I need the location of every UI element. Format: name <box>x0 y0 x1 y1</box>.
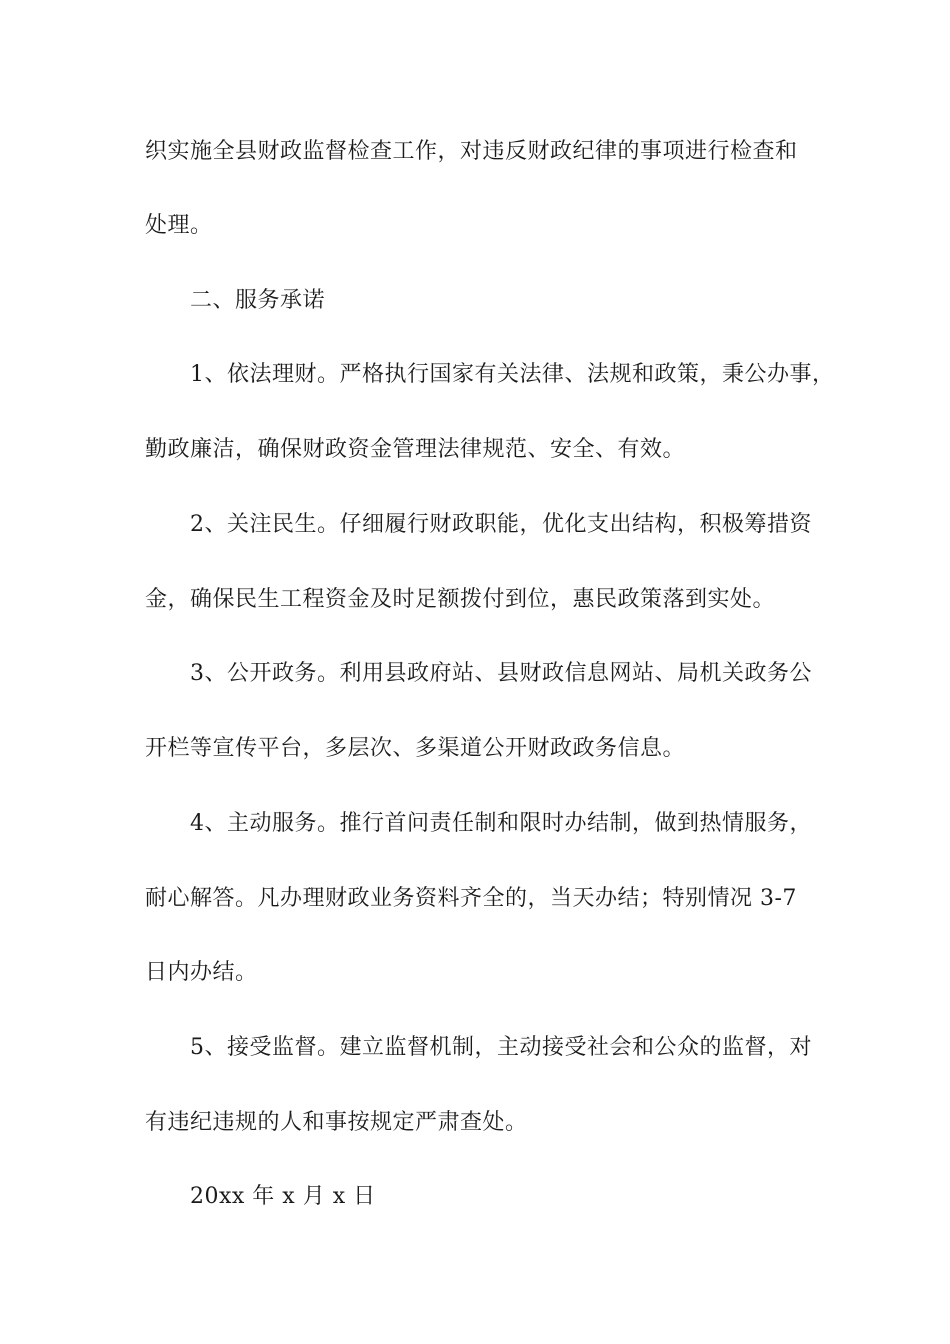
paragraph-line: 耐心解答。凡办理财政业务资料齐全的，当天办结；特别情况 3-7 <box>145 886 797 911</box>
paragraph-line: 勤政廉洁，确保财政资金管理法律规范、安全、有效。 <box>145 437 686 462</box>
paragraph-line: 开栏等宣传平台，多层次、多渠道公开财政政务信息。 <box>145 736 686 761</box>
paragraph-line: 日内办结。 <box>145 960 258 985</box>
section-heading: 二、服务承诺 <box>190 288 326 313</box>
paragraph-line: 织实施全县财政监督检查工作，对违反财政纪律的事项进行检查和 <box>145 139 798 164</box>
paragraph-line: 5、接受监督。建立监督机制，主动接受社会和公众的监督，对 <box>190 1035 812 1060</box>
paragraph-line: 处理。 <box>145 213 213 238</box>
paragraph-line: 2、关注民生。仔细履行财政职能，优化支出结构，积极筹措资 <box>190 512 812 537</box>
paragraph-line: 有违纪违规的人和事按规定严肃查处。 <box>145 1110 528 1135</box>
paragraph-line: 4、主动服务。推行首问责任制和限时办结制，做到热情服务， <box>190 811 812 836</box>
document-date: 20xx 年 x 月 x 日 <box>190 1184 376 1209</box>
paragraph-line: 金，确保民生工程资金及时足额拨付到位，惠民政策落到实处。 <box>145 587 776 612</box>
paragraph-line: 3、公开政务。利用县政府站、县财政信息网站、局机关政务公 <box>190 661 812 686</box>
paragraph-line: 1、依法理财。严格执行国家有关法律、法规和政策，秉公办事， <box>190 362 835 387</box>
